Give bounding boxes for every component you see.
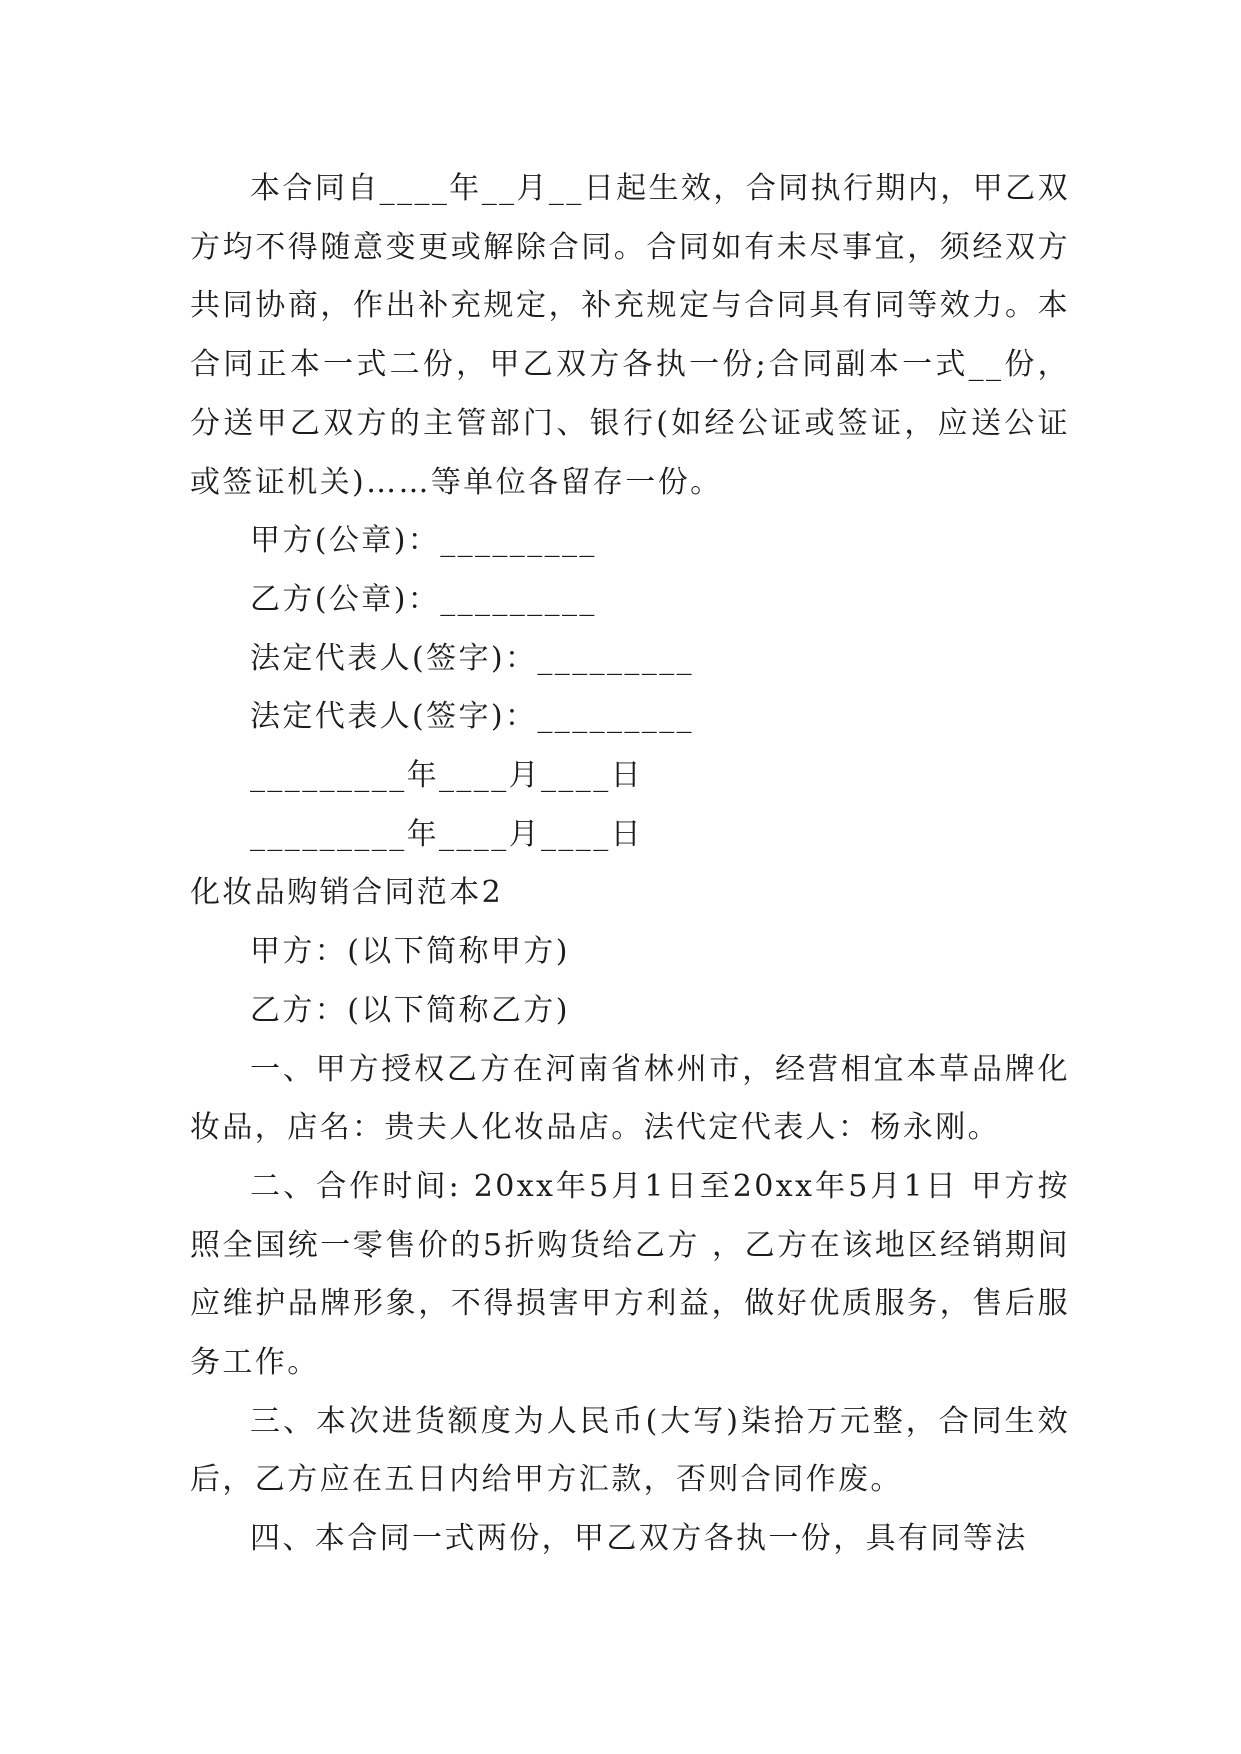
party-a-line: 甲方：(以下简称甲方) bbox=[250, 934, 570, 970]
party-a-seal-line: 甲方(公章)：_________ bbox=[250, 523, 597, 559]
party-b-line: 乙方：(以下简称乙方) bbox=[250, 992, 570, 1028]
clause-1: 一、甲方授权乙方在河南省林州市，经营相宜本草品牌化妆品，店名：贵夫人化妆品店。法代定代表人：杨永刚。 bbox=[190, 1051, 1070, 1146]
party-b-seal-line: 乙方(公章)：_________ bbox=[250, 581, 597, 617]
legal-rep-a-signature-line: 法定代表人(签字)：_________ bbox=[250, 640, 695, 676]
date-line-b: _________年____月____日 bbox=[250, 816, 643, 852]
legal-rep-b-signature-line: 法定代表人(签字)：_________ bbox=[250, 699, 695, 735]
section-title: 化妆品购销合同范本2 bbox=[190, 875, 504, 911]
document-body bbox=[190, 160, 1070, 1569]
date-line-a: _________年____月____日 bbox=[250, 758, 643, 794]
clause-2: 二、合作时间: 20xx年5月1日至20xx年5月1日 甲方按照全国统一零售价的5折购货给乙方 ，乙方在该地区经销期间应维护品牌形象，不得损害甲方利益，做好优质服务，售后服务工作。 bbox=[190, 1168, 1070, 1381]
clause-3: 三、本次进货额度为人民币(大写)柒拾万元整，合同生效后，乙方应在五日内给甲方汇款，否则合同作废。 bbox=[190, 1403, 1070, 1498]
clause-4: 四、本合同一式两份，甲乙双方各执一份，具有同等法 bbox=[250, 1521, 1028, 1557]
paragraph-effective-date: 本合同自____年__月__日起生效，合同执行期内，甲乙双方均不得随意变更或解除合同。合同如有未尽事宜，须经双方共同协商，作出补充规定，补充规定与合同具有同等效力。本合同正本一式二份，甲乙双方各执一份;合同副本一式__份，分送甲乙双方的主管部门、银行(如经公证或签证，应送公证或签证机关)……等单位各留存一份。 bbox=[190, 171, 1070, 500]
